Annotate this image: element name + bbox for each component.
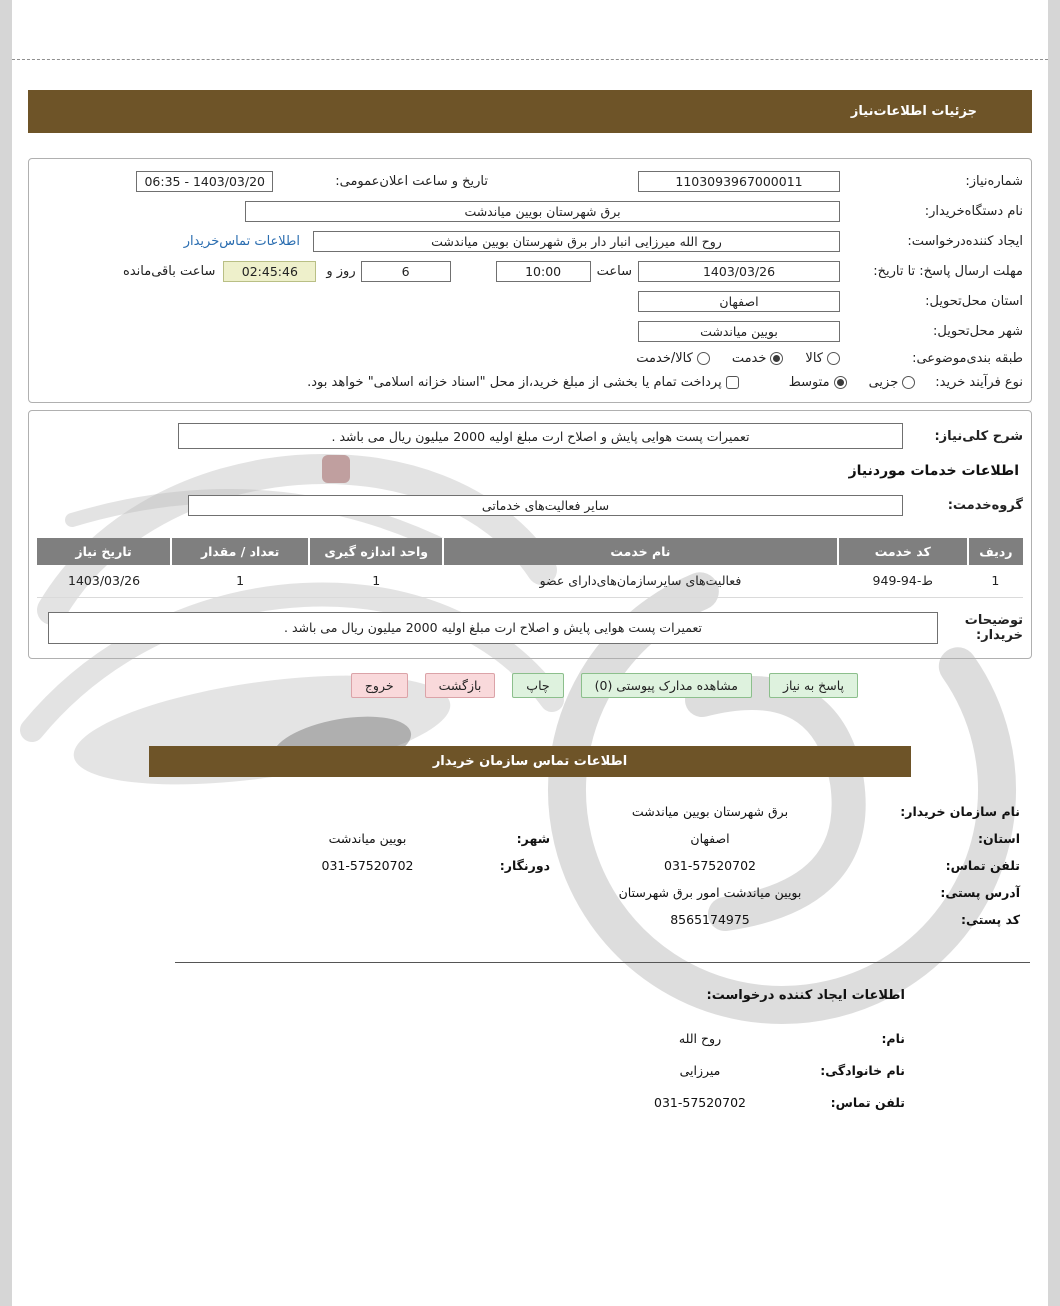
radio-minor[interactable] (902, 376, 915, 389)
contact-phone-label: تلفن تماس: (945, 857, 1020, 873)
need-desc-row (37, 423, 1023, 449)
address-row (12, 885, 1020, 900)
services-table (37, 538, 1023, 598)
purchase-process-row (37, 375, 1023, 390)
creator-phone-row (12, 1095, 905, 1110)
col-need-date: تاریخ نیاز (37, 538, 171, 565)
deadline-time-input[interactable]: 10:00 (496, 261, 591, 282)
need-details-section (28, 410, 1032, 659)
respond-button[interactable]: پاسخ به نیاز (769, 673, 858, 698)
contact-header-bar (149, 746, 911, 777)
radio-service[interactable] (770, 352, 783, 365)
creator-phone-value: 031-57520702 (654, 1094, 746, 1110)
cell-row-number: 1 (968, 565, 1023, 597)
buyer-contact-section (12, 804, 1020, 927)
col-row-number: ردیف (968, 538, 1023, 565)
need-number-input[interactable]: 1103093967000011 (638, 171, 840, 192)
buyer-contact-link[interactable]: اطلاعات تماس‌خریدار (183, 234, 300, 249)
org-name-value: برق شهرستان بویین میاندشت (631, 803, 789, 819)
creator-last-name-row (12, 1063, 905, 1078)
contact-fax-label: دورنگار: (499, 857, 550, 873)
view-attachments-button[interactable]: مشاهده مدارک پیوستی (0) (581, 673, 752, 698)
delivery-city-label: شهر محل‌تحویل: (933, 324, 1023, 339)
announce-datetime-label: تاریخ و ساعت اعلان‌عمومی: (335, 174, 488, 189)
phone-fax-row (12, 858, 1020, 873)
purchase-process-label: نوع فرآیند خرید: (935, 375, 1023, 390)
page (12, 0, 1048, 1306)
subject-category-row (37, 351, 1023, 366)
creator-last-name-value: میرزایی (679, 1062, 721, 1078)
deadline-row (37, 261, 1023, 282)
org-name-row (12, 804, 1020, 819)
service-group-row (37, 495, 1023, 516)
col-service-code: کد خدمت (838, 538, 968, 565)
contact-header-title: اطلاعات تماس سازمان خریدار (432, 753, 628, 769)
treasury-checkbox-label: پرداخت تمام یا بخشی از مبلغ خرید،از محل "اسناد خزانه اسلامی" خواهد بود. (307, 375, 722, 390)
contact-city-value: بویین میاندشت (328, 830, 407, 846)
cell-unit: 1 (309, 565, 443, 597)
creator-first-name-row (12, 1031, 905, 1046)
creator-last-name-label: نام خانوادگی: (820, 1062, 905, 1078)
need-desc-label: شرح کلی‌نیاز: (934, 428, 1023, 444)
province-city-row (12, 831, 1020, 846)
cell-need-date: 1403/03/26 (37, 565, 171, 597)
request-creator-input[interactable]: روح الله میرزایی انبار دار برق شهرستان بویین میاندشت (313, 231, 840, 252)
treasury-checkbox[interactable] (726, 376, 739, 389)
need-number-label: شماره‌نیاز: (965, 174, 1023, 189)
subject-category-label: طبقه بندی‌موضوعی: (912, 351, 1023, 366)
buyer-org-input[interactable]: برق شهرستان بویین میاندشت (245, 201, 840, 222)
delivery-province-row (37, 291, 1023, 312)
need-info-section (28, 158, 1032, 403)
details-header-bar (28, 90, 1032, 133)
contact-address-value: بویین میاندشت امور برق شهرستان (618, 884, 802, 900)
cell-service-name: فعالیت‌های سایرسازمان‌های‌دارای عضو (443, 565, 837, 597)
table-row (37, 565, 1023, 597)
creator-section-header: اطلاعات ایجاد کننده درخواست: (706, 987, 905, 1003)
buyer-org-row (37, 201, 1023, 222)
deadline-label: مهلت ارسال پاسخ: تا تاریخ: (873, 264, 1023, 279)
details-header-title: جزئیات اطلاعات‌نیاز (850, 104, 977, 119)
col-unit: واحد اندازه گیری (309, 538, 443, 565)
buyer-notes-label: توضیحات خریدار: (964, 612, 1023, 643)
services-table-header-row (37, 538, 1023, 565)
delivery-province-label: استان محل‌تحویل: (925, 294, 1023, 309)
creator-first-name-label: نام: (881, 1030, 905, 1046)
exit-button[interactable]: خروج (351, 673, 408, 698)
service-group-label: گروه‌خدمت: (947, 498, 1023, 513)
deadline-date-input[interactable]: 1403/03/26 (638, 261, 840, 282)
remaining-days-input[interactable]: 6 (361, 261, 451, 282)
buyer-notes-input[interactable]: تعمیرات پست هوایی پایش و اصلاح ارت مبلغ اولیه 2000 میلیون ریال می باشد . (48, 612, 938, 644)
delivery-city-row (37, 321, 1023, 342)
buyer-org-label: نام دستگاه‌خریدار: (924, 204, 1023, 219)
radio-goods-service[interactable] (697, 352, 710, 365)
col-service-name: نام خدمت (443, 538, 837, 565)
print-button[interactable]: چاپ (512, 673, 563, 698)
radio-service-label: خدمت (731, 351, 767, 366)
delivery-city-input[interactable]: بویین میاندشت (638, 321, 840, 342)
postal-code-label: کد پستی: (960, 911, 1020, 927)
service-group-input[interactable]: سایر فعالیت‌های خدماتی (188, 495, 903, 516)
org-name-label: نام سازمان خریدار: (900, 803, 1020, 819)
deadline-hour-label: ساعت (596, 264, 632, 279)
need-number-row (37, 171, 1023, 192)
top-dashed-separator (12, 59, 1048, 60)
radio-goods-service-label: کالا/خدمت (636, 351, 693, 366)
contact-city-label: شهر: (516, 830, 550, 846)
radio-goods[interactable] (827, 352, 840, 365)
request-creator-row (37, 231, 1023, 252)
section-divider-line (175, 962, 1030, 963)
radio-goods-label: کالا (805, 351, 823, 366)
postal-code-value: 8565174975 (670, 911, 750, 927)
contact-address-label: آدرس پستی: (940, 884, 1020, 900)
remaining-days-label: روز و (326, 264, 356, 279)
col-quantity: تعداد / مقدار (171, 538, 309, 565)
countdown-timer: 02:45:46 (223, 261, 316, 282)
radio-medium-label: متوسط (788, 375, 830, 390)
back-button[interactable]: بازگشت (425, 673, 496, 698)
delivery-province-input[interactable]: اصفهان (638, 291, 840, 312)
buyer-notes-row (37, 612, 1023, 644)
postal-code-row (12, 912, 1020, 927)
radio-medium[interactable] (834, 376, 847, 389)
announce-datetime-input[interactable]: 06:35 - 1403/03/20 (136, 171, 273, 192)
contact-province-value: اصفهان (690, 830, 730, 846)
radio-minor-label: جزیی (868, 375, 899, 390)
request-creator-section (12, 988, 905, 1110)
remaining-hours-label: ساعت باقی‌مانده (123, 264, 216, 279)
cell-service-code: ط-94-949 (838, 565, 968, 597)
action-buttons (12, 673, 858, 698)
request-creator-label: ایجاد کننده‌درخواست: (907, 234, 1023, 249)
contact-phone-value: 031-57520702 (664, 857, 756, 873)
contact-fax-value: 031-57520702 (321, 857, 414, 873)
need-desc-input[interactable]: تعمیرات پست هوایی پایش و اصلاح ارت مبلغ اولیه 2000 میلیون ریال می باشد . (178, 423, 903, 449)
cell-quantity: 1 (171, 565, 309, 597)
services-section-header: اطلاعات خدمات موردنیاز (848, 463, 1019, 479)
creator-first-name-value: روح الله (678, 1030, 722, 1046)
creator-phone-label: تلفن تماس: (830, 1094, 905, 1110)
contact-province-label: استان: (977, 830, 1020, 846)
